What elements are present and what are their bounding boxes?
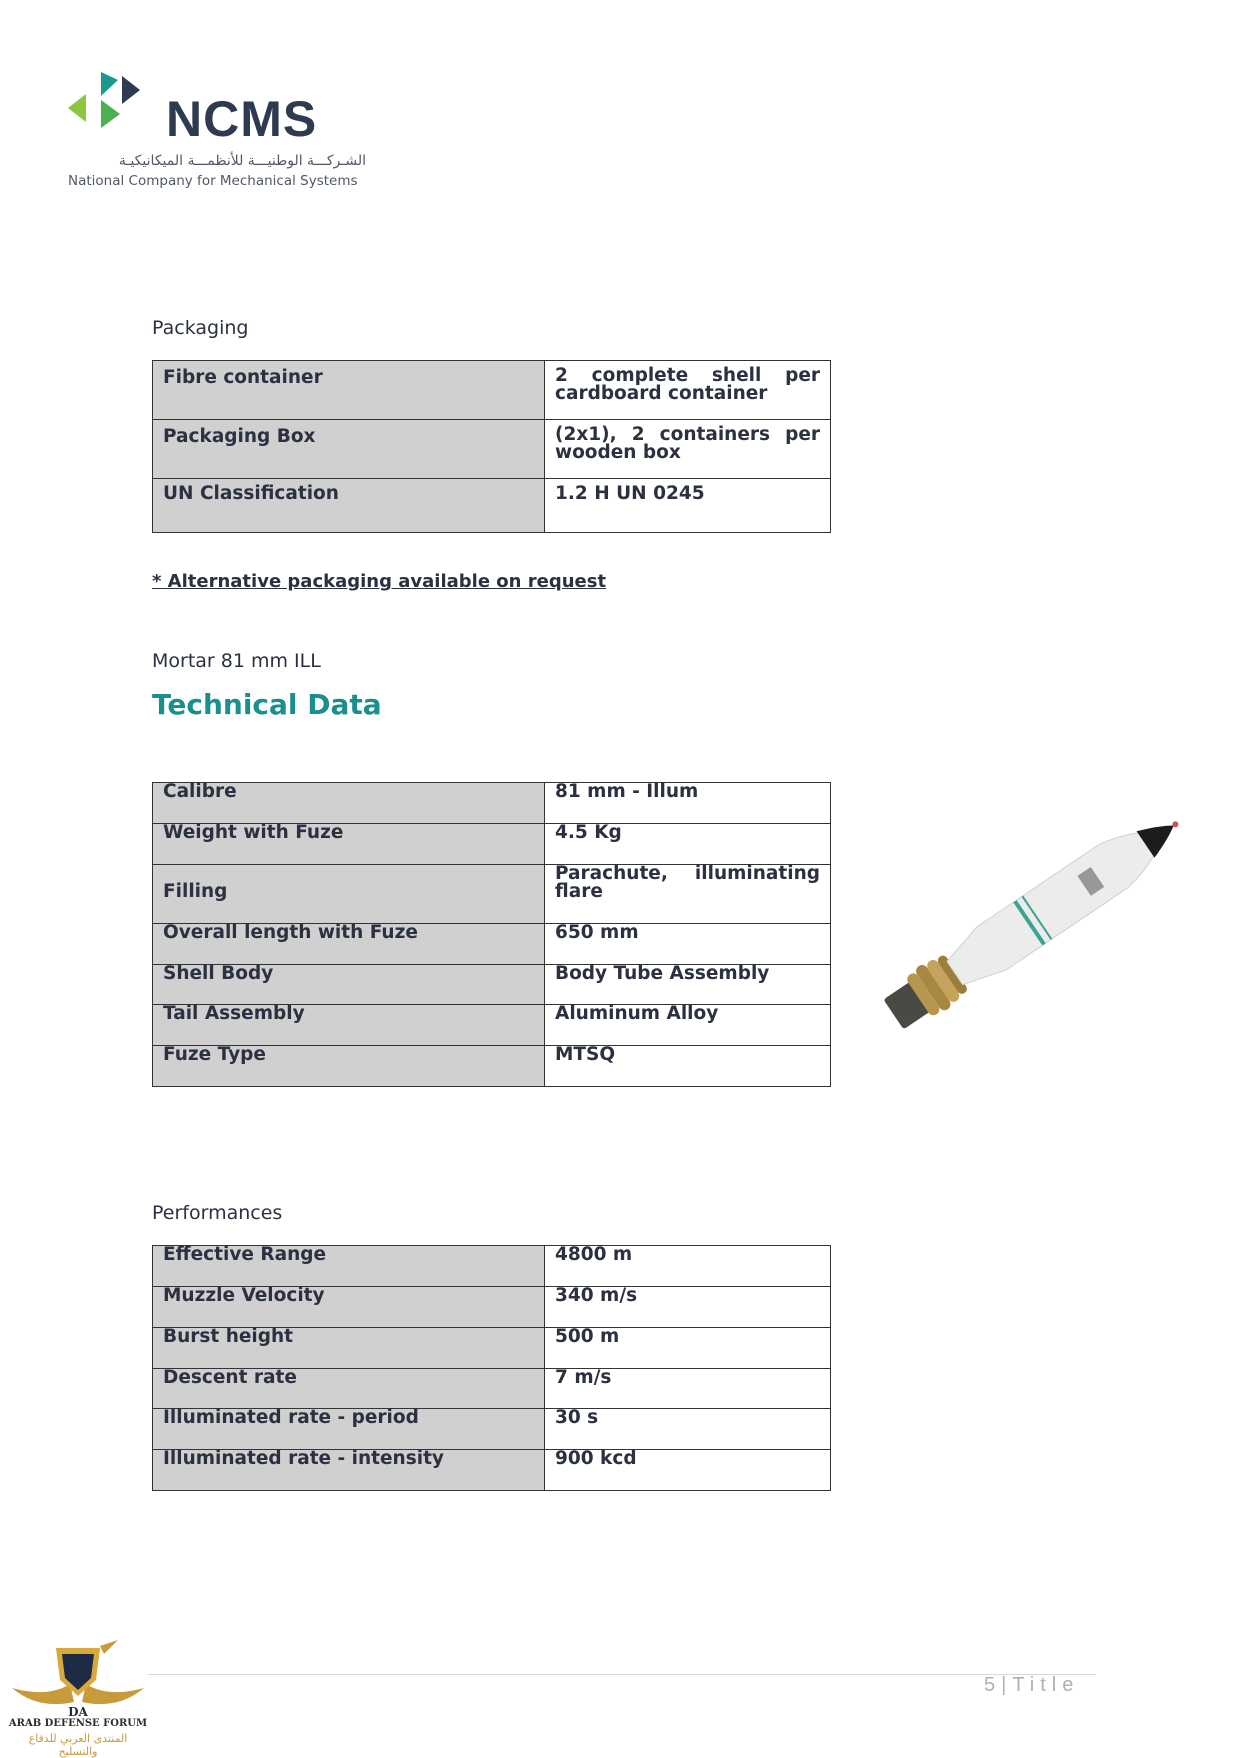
table-row [153, 865, 831, 924]
company-logo [66, 70, 386, 190]
row-key: Overall length with Fuze [153, 924, 545, 965]
row-value: 650 mm [545, 924, 831, 965]
row-key: Burst height [153, 1328, 545, 1369]
row-key: Descent rate [153, 1369, 545, 1409]
row-key: Effective Range [153, 1246, 545, 1287]
row-key: Illuminated rate - period [153, 1409, 545, 1450]
table-row [153, 361, 831, 420]
row-value: 900 kcd [545, 1450, 831, 1491]
row-value: Parachute, illuminating flare [545, 865, 831, 924]
svg-text:DA: DA [68, 1705, 88, 1719]
watermark-english: ARAB DEFENSE FORUM [8, 1718, 148, 1729]
row-key: Shell Body [153, 965, 545, 1005]
row-value: 7 m/s [545, 1369, 831, 1409]
logo-arabic-name: الشـركـــة الوطنيـــة للأنظمـــة الميكانيكيـة [118, 153, 366, 169]
table-row [153, 783, 831, 824]
eagle-shield-icon [8, 1640, 148, 1720]
packaging-heading: Packaging [152, 317, 249, 339]
footer-divider [148, 1674, 1096, 1675]
technical-data-table [152, 782, 831, 1087]
row-value: 340 m/s [545, 1287, 831, 1328]
table-row [153, 1450, 831, 1491]
row-key: UN Classification [153, 479, 545, 533]
watermark-arabic: المنتدى العربي للدفاع والتسليح [28, 1732, 128, 1758]
table-row [153, 824, 831, 865]
row-key: Fibre container [153, 361, 545, 420]
table-row [153, 1409, 831, 1450]
product-name: Mortar 81 mm ILL [152, 650, 321, 672]
mortar-shell-image [850, 800, 1210, 1040]
logo-brand-text: NCMS [166, 91, 318, 147]
table-row [153, 1328, 831, 1369]
row-key: Calibre [153, 783, 545, 824]
row-value: (2x1), 2 containers per wooden box [545, 420, 831, 479]
row-value: 2 complete shell per cardboard container [545, 361, 831, 420]
table-row [153, 1005, 831, 1046]
row-value: 1.2 H UN 0245 [545, 479, 831, 533]
logo-english-name: National Company for Mechanical Systems [68, 173, 358, 189]
packaging-table [152, 360, 831, 533]
row-value: 4.5 Kg [545, 824, 831, 865]
table-row [153, 1369, 831, 1409]
alternative-packaging-note: * Alternative packaging available on request [152, 571, 607, 592]
row-key: Illuminated rate - intensity [153, 1450, 545, 1491]
row-value: Body Tube Assembly [545, 965, 831, 1005]
row-value: 30 s [545, 1409, 831, 1450]
row-value: MTSQ [545, 1046, 831, 1087]
technical-data-title: Technical Data [152, 688, 382, 721]
row-key: Filling [153, 865, 545, 924]
table-row [153, 924, 831, 965]
table-row [153, 420, 831, 479]
table-row [153, 965, 831, 1005]
row-key: Fuze Type [153, 1046, 545, 1087]
page-number-label: 5|Title [984, 1674, 1080, 1696]
row-value: Aluminum Alloy [545, 1005, 831, 1046]
table-row [153, 1046, 831, 1087]
row-key: Packaging Box [153, 420, 545, 479]
row-key: Muzzle Velocity [153, 1287, 545, 1328]
table-row [153, 479, 831, 533]
watermark-logo [8, 1640, 148, 1758]
performances-table [152, 1245, 831, 1491]
row-value: 500 m [545, 1328, 831, 1369]
logo-mark-icon [66, 70, 152, 136]
row-value: 81 mm - Illum [545, 783, 831, 824]
performances-heading: Performances [152, 1202, 283, 1224]
row-key: Weight with Fuze [153, 824, 545, 865]
table-row [153, 1287, 831, 1328]
row-value: 4800 m [545, 1246, 831, 1287]
row-key: Tail Assembly [153, 1005, 545, 1046]
table-row [153, 1246, 831, 1287]
